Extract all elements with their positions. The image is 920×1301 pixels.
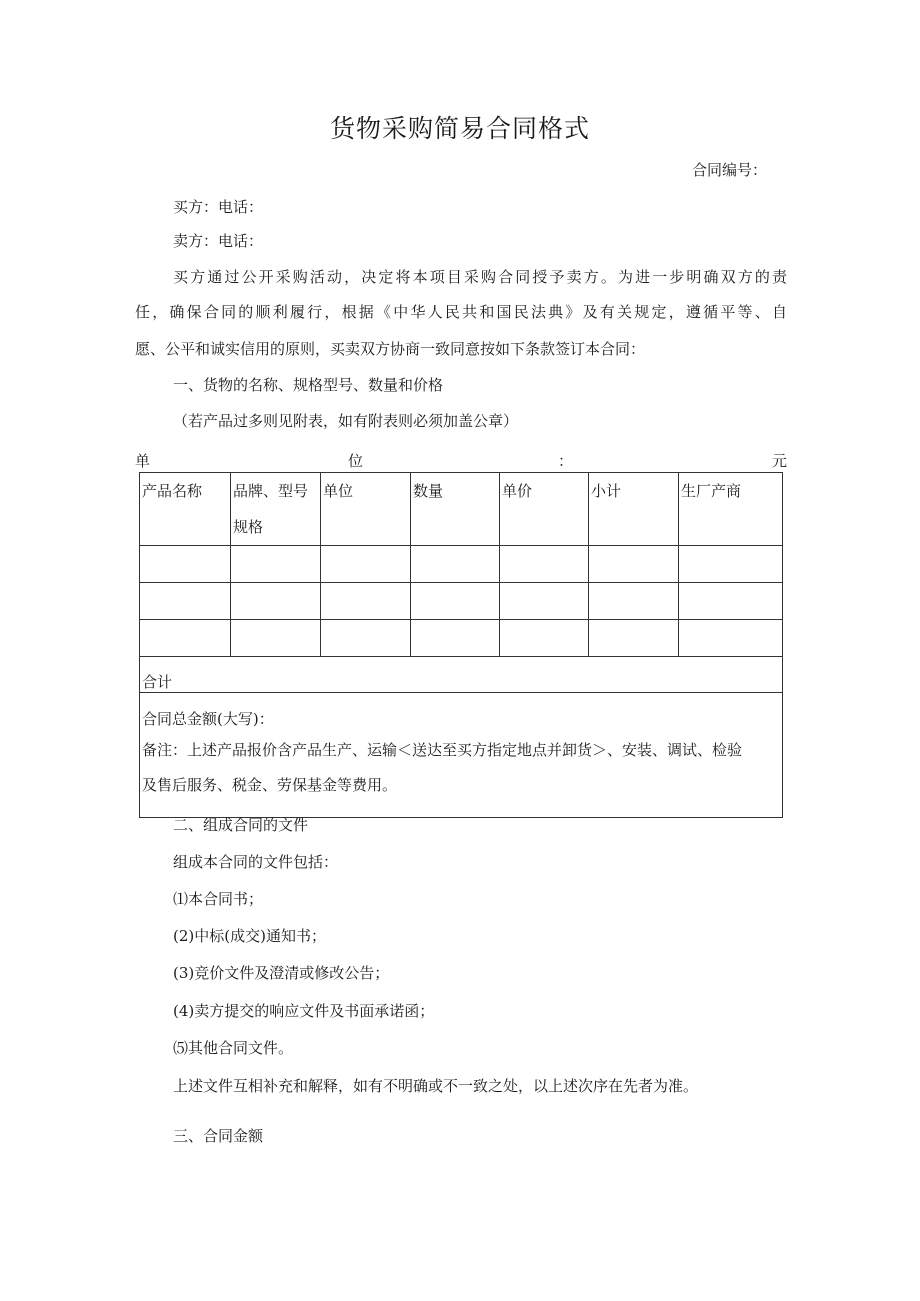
unit-colon: ： (558, 452, 574, 470)
table-row (140, 620, 783, 657)
document-title: 货物采购简易合同格式 (329, 114, 590, 143)
table-cell[interactable] (589, 546, 679, 583)
table-cell[interactable] (500, 583, 589, 620)
intro-line-1: 买方通过公开采购活动，决定将本项目采购合同授予卖方。为进一步明确双方的责 (173, 268, 787, 286)
table-cell[interactable] (500, 546, 589, 583)
header-unit-price: 单价 (500, 473, 589, 546)
table-cell[interactable] (140, 583, 231, 620)
header-brand-model: 品牌、型号规格 (231, 473, 321, 546)
document-list-item: (2)中标(成交)通知书； (173, 927, 326, 945)
amount-remark-row (140, 693, 783, 818)
table-row (140, 546, 783, 583)
table-cell[interactable] (231, 620, 321, 657)
total-label: 合计 (140, 657, 783, 693)
header-product-name: 产品名称 (140, 473, 231, 546)
table-cell[interactable] (231, 583, 321, 620)
table-cell[interactable] (140, 546, 231, 583)
currency-unit-line (135, 451, 787, 471)
seller-line: 卖方：电话： (173, 232, 264, 250)
contract-number-label: 合同编号： (692, 161, 768, 179)
table-cell[interactable] (679, 620, 783, 657)
table-cell[interactable] (321, 620, 411, 657)
header-unit: 单位 (321, 473, 411, 546)
document-list-item: (3)竞价文件及澄清或修改公告； (173, 964, 390, 982)
table-cell[interactable] (321, 546, 411, 583)
table-cell[interactable] (500, 620, 589, 657)
intro-line-2: 任，确保合同的顺利履行，根据《中华人民共和国民法典》及有关规定，遵循平等、自 (135, 303, 787, 321)
table-cell[interactable] (411, 583, 500, 620)
intro-line-3: 愿、公平和诚实信用的原则，买卖双方协商一致同意按如下条款签订本合同： (135, 340, 646, 358)
section-2-intro: 组成本合同的文件包括： (173, 853, 339, 871)
header-manufacturer: 生厂产商 (679, 473, 783, 546)
table-cell[interactable] (231, 546, 321, 583)
contract-total-amount-label: 合同总金额(大写)： (142, 710, 274, 728)
remark-text: 备注：上述产品报价含产品生产、运输＜送达至买方指定地点并卸货＞、安装、调试、检验及售后服务、税金、劳保基金等费用。 (142, 741, 743, 794)
section-1-note: （若产品过多则见附表，如有附表则必须加盖公章） (173, 412, 519, 430)
unit-char-2: 位 (348, 452, 364, 470)
buyer-line: 买方：电话： (173, 198, 264, 216)
table-cell[interactable] (679, 546, 783, 583)
table-cell[interactable] (411, 620, 500, 657)
header-quantity: 数量 (411, 473, 500, 546)
unit-char-yuan: 元 (772, 452, 788, 470)
section-3-heading: 三、合同金额 (173, 1127, 264, 1145)
table-cell[interactable] (321, 583, 411, 620)
table-cell[interactable] (589, 620, 679, 657)
table-cell[interactable] (589, 583, 679, 620)
precedence-note: 上述文件互相补充和解释，如有不明确或不一致之处，以上述次序在先者为准。 (173, 1077, 699, 1095)
section-2-heading: 二、组成合同的文件 (173, 816, 309, 834)
table-cell[interactable] (679, 583, 783, 620)
total-row (140, 657, 783, 693)
document-list-item: ⑴本合同书； (173, 890, 264, 908)
table-cell[interactable] (140, 620, 231, 657)
unit-char-1: 单 (135, 452, 151, 470)
header-subtotal: 小计 (589, 473, 679, 546)
document-list-item: (4)卖方提交的响应文件及书面承诺函； (173, 1002, 435, 1020)
document-list-item: ⑸其他合同文件。 (173, 1039, 294, 1057)
table-row (140, 583, 783, 620)
goods-table (139, 472, 783, 818)
table-cell[interactable] (411, 546, 500, 583)
section-1-heading: 一、货物的名称、规格型号、数量和价格 (173, 376, 444, 394)
table-header-row (140, 473, 783, 546)
